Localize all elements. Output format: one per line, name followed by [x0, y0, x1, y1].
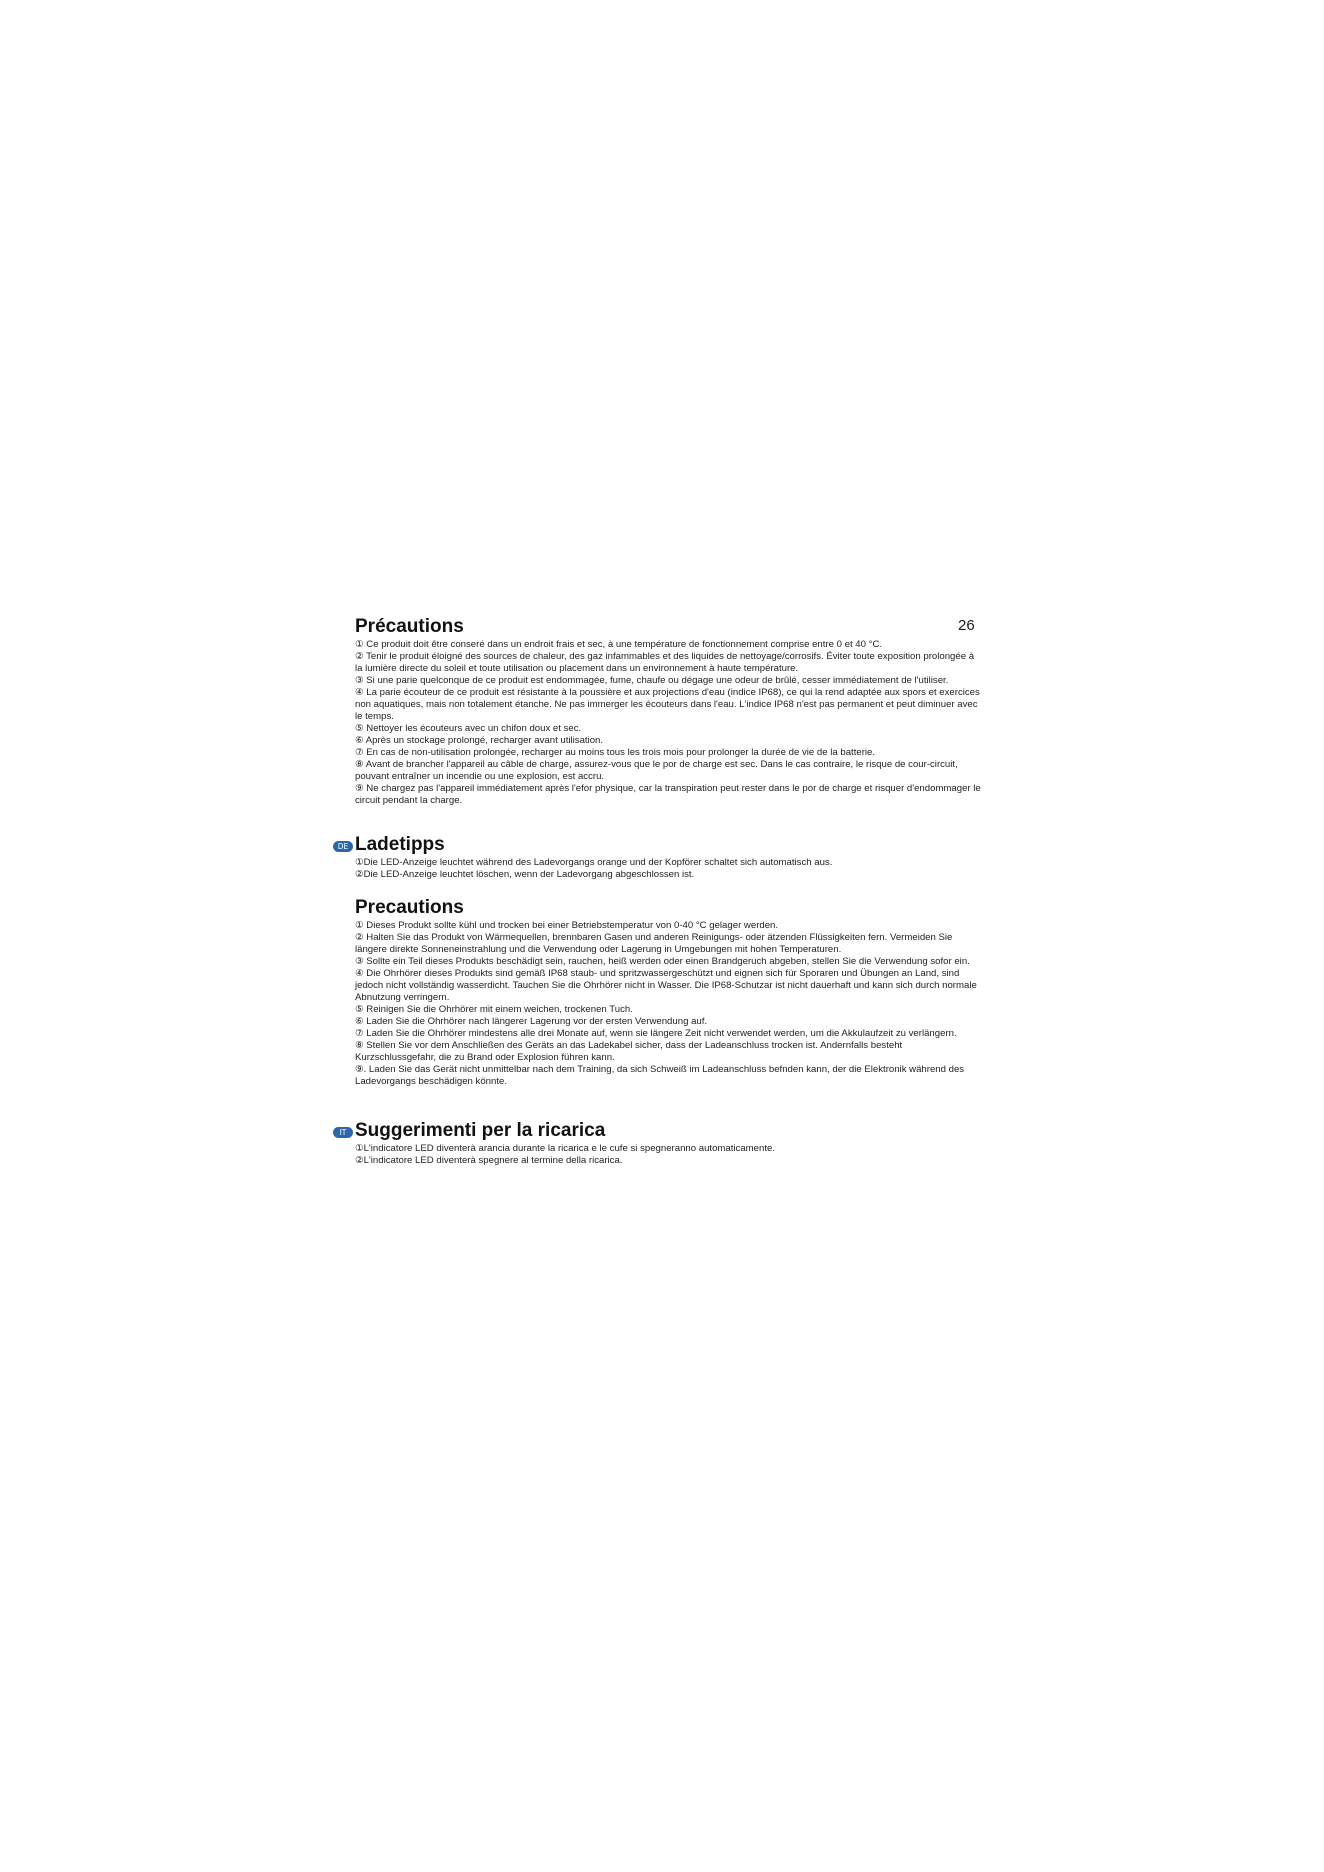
list-item: ⑨ Ne chargez pas l'appareil immédiatement après l'efor physique, car la transpiration peut rester dans le por de charge et risquer d'endommager le circuit pendant la charge. — [355, 783, 981, 806]
language-badge-it: IT — [333, 1127, 353, 1138]
section-it-ricarica — [339, 1120, 981, 1167]
page-number: 26 — [958, 617, 975, 634]
list-item: ②Die LED-Anzeige leuchtet löschen, wenn der Ladevorgang abgeschlossen ist. — [355, 869, 695, 880]
list-item: ①L'indicatore LED diventerà arancia durante la ricarica e le cufe si spegneranno automaticamente. — [355, 1143, 776, 1154]
section-de-precautions — [355, 897, 981, 1088]
list-item: ⑧ Avant de brancher l'appareil au câble de charge, assurez-vous que le por de charge est sec. Dans le cas contraire, le risque de cour-circuit, pouvant entraîner un incendie ou une explosion, est accru. — [355, 759, 958, 782]
list-item: ⑤ Reinigen Sie die Ohrhörer mit einem weichen, trockenen Tuch. — [355, 1004, 633, 1015]
list-item: ⑨. Laden Sie das Gerät nicht unmittelbar nach dem Training, da sich Schweiß im Ladeanschluss befnden kann, der die Elektronik während des Ladevorgangs beschädigen könnte. — [355, 1064, 965, 1087]
section-title: Suggerimenti per la ricarica — [355, 1120, 606, 1141]
section-de-ladetipps — [337, 834, 981, 881]
language-badge-de: DE — [333, 841, 353, 852]
section-title: Precautions — [355, 897, 464, 918]
list-item: ⑥ Laden Sie die Ohrhörer nach längerer Lagerung vor der ersten Verwendung auf. — [355, 1016, 708, 1027]
list-item: ③ Si une parie quelconque de ce produit est endommagée, fume, chaufe ou dégage une odeur de brûlé, cesser immédiatement de l'utiliser. — [355, 675, 949, 686]
list-item: ④ Die Ohrhörer dieses Produkts sind gemäß IP68 staub- und spritzwassergeschützt und eignen sich für Sporaren und Übungen an Land, sind jedoch nicht vollständig wasserdicht. Tauchen Sie die Ohrhörer nicht in Wasser. Die IP68-Schutzar ist nicht dauerhaft und kann sich durch normale Abnutzung verringern. — [355, 968, 977, 1003]
list-item: ① Dieses Produkt sollte kühl und trocken bei einer Betriebstemperatur von 0-40 °C gelager werden. — [355, 920, 779, 931]
list-item: ① Ce produit doit être conseré dans un endroit frais et sec, à une température de fonctionnement comprise entre 0 et 40 °C. — [355, 639, 883, 650]
list-item: ② Tenir le produit éloigné des sources de chaleur, des gaz infammables et des liquides de nettoyage/corrosifs. Éviter toute exposition prolongée à la lumière directe du soleil et toute utilisation ou placement dans un environnement à haute température. — [355, 651, 975, 674]
charging-tips-list — [355, 857, 981, 881]
list-item: ② Halten Sie das Produkt von Wärmequellen, brennbaren Gasen und anderen Reinigungs- oder ätzenden Flüssigkeiten fern. Vermeiden Sie längere direkte Sonneneinstrahlung und die Verwendung oder Lagerung in Umgebungen mit hohen Temperaturen. — [355, 932, 953, 955]
section-fr-precautions — [355, 616, 981, 807]
list-item: ⑤ Nettoyer les écouteurs avec un chifon doux et sec. — [355, 723, 582, 734]
list-item: ⑧ Stellen Sie vor dem Anschließen des Geräts an das Ladekabel sicher, dass der Ladeanschluss trocken ist. Andernfalls besteht Kurzschlussgefahr, die zu Brand oder Explosion führen kann. — [355, 1040, 903, 1063]
precautions-list — [355, 639, 981, 807]
list-item: ⑦ En cas de non-utilisation prolongée, recharger au moins tous les trois mois pour prolonger la durée de vie de la batterie. — [355, 747, 876, 758]
list-item: ⑦ Laden Sie die Ohrhörer mindestens alle drei Monate auf, wenn sie längere Zeit nicht verwendet werden, um die Akkulaufzeit zu verlängern. — [355, 1028, 957, 1039]
list-item: ④ La parie écouteur de ce produit est résistante à la poussière et aux projections d'eau (indice IP68), ce qui la rend adaptée aux spors et exercices non aquatiques, mais non totalement étanche. Ne pas immerger les écouteurs dans l'eau. L'indice IP68 n'est pas permanent et peut diminuer avec le temps. — [355, 687, 980, 722]
list-item: ①Die LED-Anzeige leuchtet während des Ladevorgangs orange und der Kopförer schaltet sich automatisch aus. — [355, 857, 833, 868]
list-item: ③ Sollte ein Teil dieses Produkts beschädigt sein, rauchen, heiß werden oder einen Brandgeruch abgeben, stellen Sie die Verwendung sofor ein. — [355, 956, 970, 967]
precautions-list — [355, 920, 981, 1088]
section-title: Ladetipps — [355, 834, 445, 855]
section-title: Précautions — [355, 616, 464, 637]
list-item: ⑥ Après un stockage prolongé, recharger avant utilisation. — [355, 735, 604, 746]
list-item: ②L'indicatore LED diventerà spegnere al termine della ricarica. — [355, 1155, 623, 1166]
charging-tips-list — [355, 1143, 981, 1167]
